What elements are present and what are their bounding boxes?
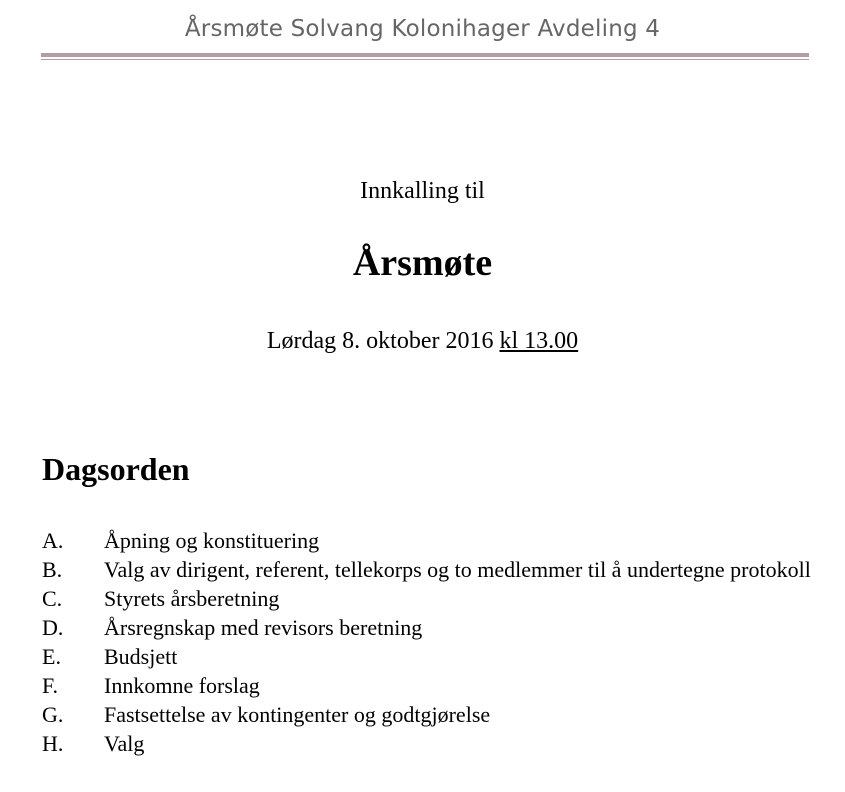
- agenda-item-letter: G.: [42, 702, 64, 727]
- meeting-date-line: [0, 328, 845, 355]
- agenda-item-letter: H.: [42, 731, 64, 756]
- agenda-item-text: Årsregnskap med revisors beretning: [104, 615, 423, 640]
- agenda-item-letter: C.: [42, 586, 63, 611]
- meeting-date: Lørdag 8. oktober 2016: [266, 328, 494, 354]
- agenda-item-a: [42, 526, 822, 555]
- agenda-item-text: Innkomne forslag: [104, 673, 260, 698]
- agenda-item-letter: A.: [42, 528, 64, 553]
- agenda-item-text: Åpning og konstituering: [104, 528, 320, 553]
- agenda-item-d: [42, 613, 822, 642]
- agenda-item-letter: B.: [42, 557, 63, 582]
- document-header-title: Årsmøte Solvang Kolonihager Avdeling 4: [184, 16, 661, 42]
- agenda-item-g: [42, 700, 822, 729]
- agenda-item-b: [42, 555, 822, 584]
- agenda-item-letter: E.: [42, 644, 61, 669]
- agenda-item-text: Budsjett: [104, 644, 178, 669]
- agenda-item-f: [42, 671, 822, 700]
- header-divider-thin: [41, 59, 809, 60]
- agenda-item-text: Valg: [104, 731, 145, 756]
- agenda-item-text: Fastsettelse av kontingenter og godtgjørelse: [104, 702, 491, 727]
- agenda-item-text: Styrets årsberetning: [104, 586, 280, 611]
- agenda-item-letter: F.: [42, 673, 58, 698]
- meeting-title: Årsmøte: [352, 242, 493, 284]
- invitation-intro: Innkalling til: [360, 178, 485, 204]
- agenda-item-h: [42, 729, 822, 758]
- agenda-item-letter: D.: [42, 615, 64, 640]
- header-divider: [41, 53, 809, 57]
- agenda-item-e: [42, 642, 822, 671]
- agenda-item-c: [42, 584, 822, 613]
- agenda-item-text: Valg av dirigent, referent, tellekorps og to medlemmer til å undertegne protokoll: [104, 557, 811, 582]
- agenda-heading: Dagsorden: [42, 451, 190, 487]
- meeting-time: kl 13.00: [499, 328, 579, 354]
- agenda-list: [42, 526, 822, 758]
